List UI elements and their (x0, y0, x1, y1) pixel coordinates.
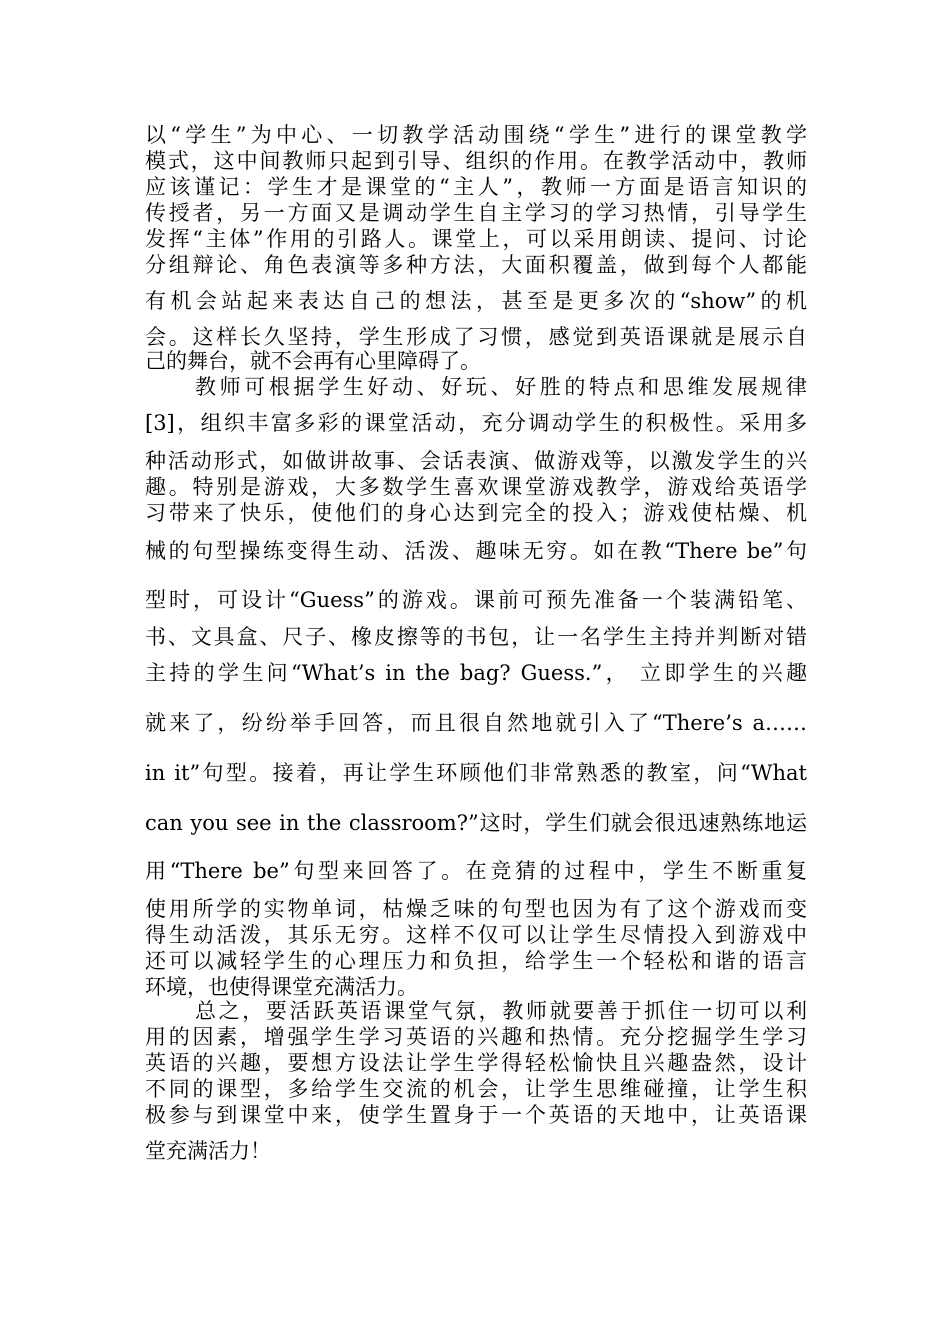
text-line: 使用所学的实物单词，枯燥乏味的句型也因为有了这个游戏而变 (145, 897, 807, 921)
text-line: 习带来了快乐，使他们的身心达到完全的投入；游戏使枯燥、机 (145, 501, 807, 525)
text-line: 还可以减轻学生的心理压力和负担，给学生一个轻松和谐的语言 (145, 949, 807, 973)
text-line: 得生动活泼，其乐无穷。这样不仅可以让学生尽情投入到游戏中 (145, 923, 807, 947)
text-line: 主持的学生问“What’s in the bag? Guess.”， 立即学生的兴趣 (145, 661, 807, 685)
text-line: 有机会站起来表达自己的想法，甚至是更多次的“show”的机 (145, 289, 807, 313)
text-line: 己的舞台，就不会再有心里障碍了。 (145, 349, 481, 373)
paragraph-first-line: 教师可根据学生好动、好玩、好胜的特点和思维发展规律 (195, 375, 807, 399)
text-line: 会。这样长久坚持，学生形成了习惯，感觉到英语课就是展示自 (145, 325, 807, 349)
text-line: 传授者，另一方面又是调动学生自主学习的学习热情，引导学生 (145, 201, 807, 225)
text-line: 书、文具盒、尺子、橡皮擦等的书包，让一名学生主持并判断对错 (145, 625, 807, 649)
text-line: 械的句型操练变得生动、活泼、趣味无穷。如在教“There be”句 (145, 539, 807, 563)
text-line: 应该谨记：学生才是课堂的“主人”，教师一方面是语言知识的 (145, 175, 807, 199)
text-line: 分组辩论、角色表演等多种方法，大面积覆盖，做到每个人都能 (145, 253, 807, 277)
text-line: 极参与到课堂中来，使学生置身于一个英语的天地中，让英语课 (145, 1103, 807, 1127)
text-line: 种活动形式，如做讲故事、会话表演、做游戏等，以激发学生的兴 (145, 449, 807, 473)
text-line: 趣。特别是游戏，大多数学生喜欢课堂游戏教学，游戏给英语学 (145, 475, 807, 499)
text-line: 以“学生”为中心、一切教学活动围绕“学生”进行的课堂教学 (145, 123, 807, 147)
text-line: in it”句型。接着，再让学生环顾他们非常熟悉的教室，问“What (145, 761, 807, 785)
text-line: 型时，可设计“Guess”的游戏。课前可预先准备一个装满铅笔、 (145, 588, 807, 612)
text-line: 不同的课型，多给学生交流的机会，让学生思维碰撞，让学生积 (145, 1077, 807, 1101)
text-line: can you see in the classroom?”这时，学生们就会很迅速熟练地运 (145, 811, 807, 835)
text-line: 发挥“主体”作用的引路人。课堂上，可以采用朗读、提问、讨论 (145, 227, 807, 251)
text-line: 堂充满活力！ (145, 1139, 271, 1163)
text-line: 英语的兴趣，要想方设法让学生学得轻松愉快且兴趣盎然，设计 (145, 1051, 807, 1075)
paragraph-first-line: 总之，要活跃英语课堂气氛，教师就要善于抓住一切可以利 (195, 999, 807, 1023)
text-line: [3]，组织丰富多彩的课堂活动，充分调动学生的积极性。采用多 (145, 411, 807, 435)
text-line: 模式，这中间教师只起到引导、组织的作用。在教学活动中，教师 (145, 149, 807, 173)
text-line: 就来了，纷纷举手回答，而且很自然地就引入了“There’s a…… (145, 711, 807, 735)
text-line: 环境，也使得课堂充满活力。 (145, 975, 418, 999)
text-line: 用的因素，增强学生学习英语的兴趣和热情。充分挖掘学生学习 (145, 1025, 807, 1049)
text-line: 用“There be”句型来回答了。在竞猜的过程中，学生不断重复 (145, 859, 807, 883)
